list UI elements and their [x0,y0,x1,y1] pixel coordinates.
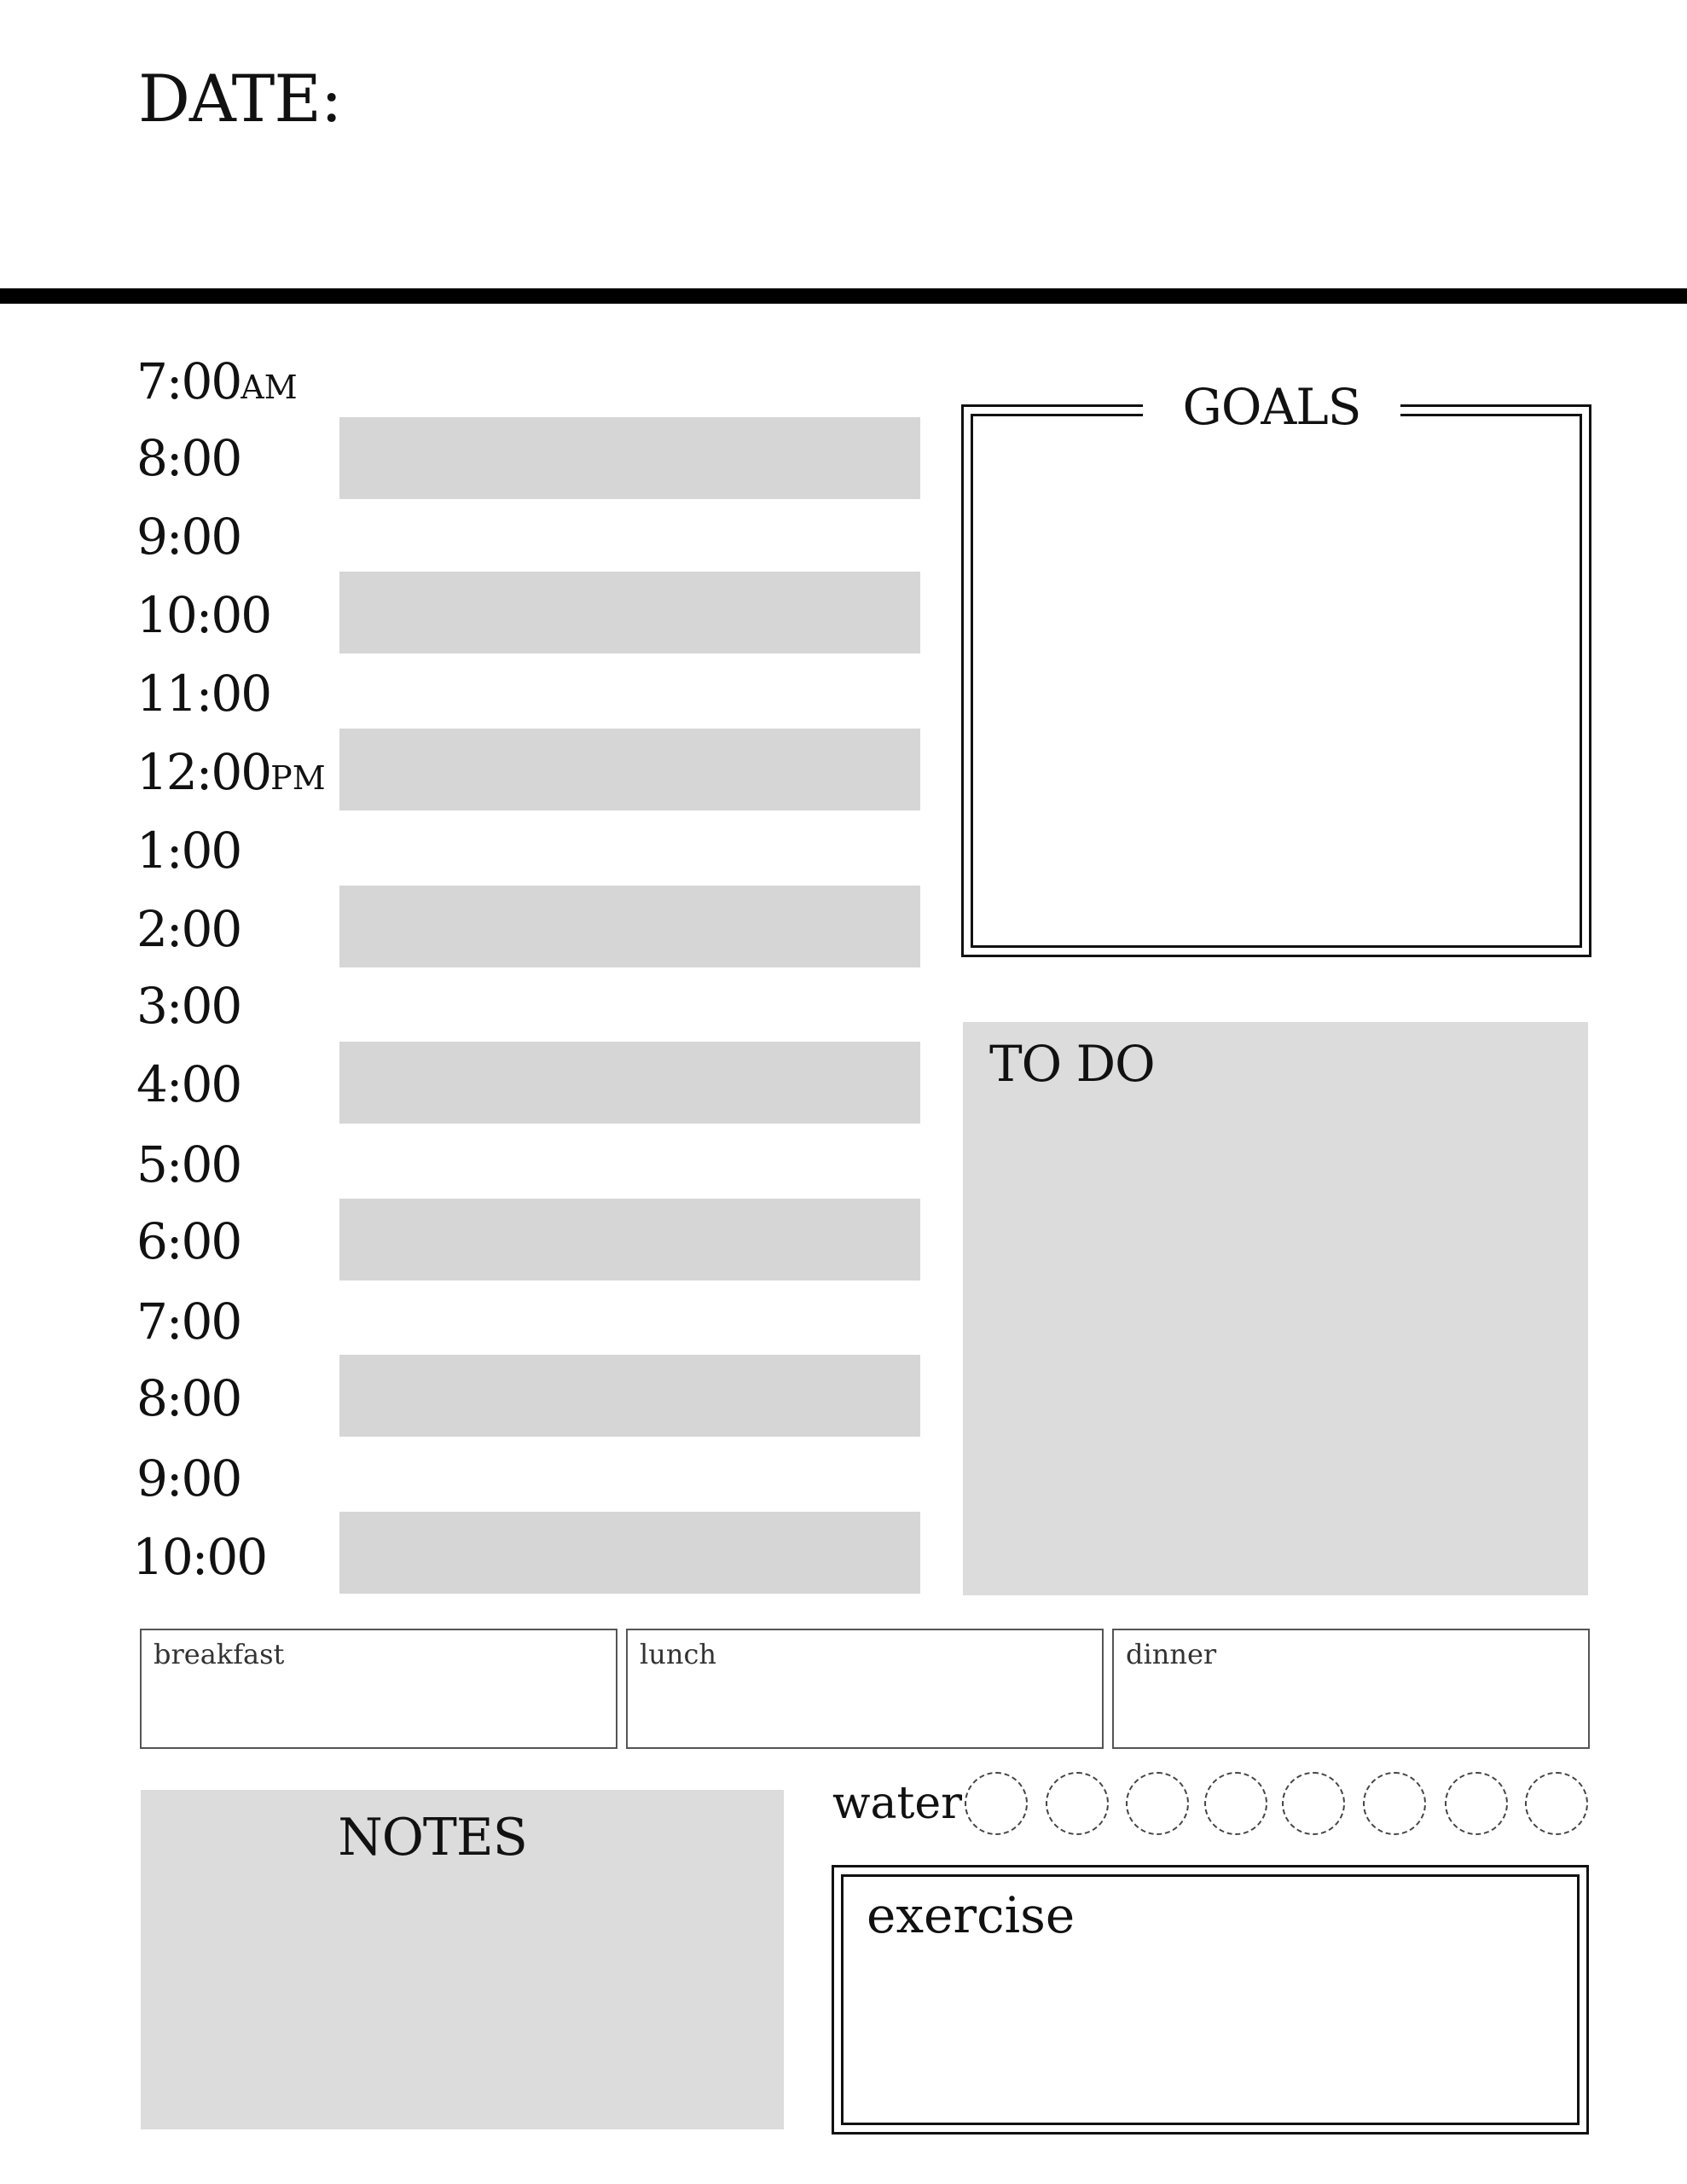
time-label-7pm: 7:00 [136,1292,241,1350]
am-suffix: AM [241,369,298,406]
todo-box[interactable] [963,1022,1588,1595]
time-slot-band[interactable] [339,1199,920,1281]
time-label-9am: 9:00 [136,508,241,566]
time-label-7am: 7:00AM [136,352,298,410]
time-label-3pm: 3:00 [136,977,241,1035]
water-circle-5[interactable] [1282,1772,1345,1835]
dinner-label: dinner [1126,1638,1217,1670]
time-label-12pm: 12:00PM [136,743,326,801]
water-circle-1[interactable] [965,1772,1028,1835]
goals-title-rule-right [1400,414,1580,416]
time-slot-band[interactable] [339,417,920,499]
exercise-label: exercise [867,1886,1075,1944]
water-circle-7[interactable] [1445,1772,1508,1835]
time-label-6pm: 6:00 [136,1212,241,1270]
dinner-box[interactable] [1112,1629,1590,1749]
time-label-2pm: 2:00 [136,900,241,958]
time-slot-band[interactable] [339,1042,920,1124]
time-slot-band[interactable] [339,1512,920,1594]
time-slot-band[interactable] [339,1355,920,1437]
time-label-11am: 11:00 [136,665,271,723]
water-circle-4[interactable] [1204,1772,1267,1835]
time-slot-band[interactable] [339,729,920,810]
time-label-1pm: 1:00 [136,822,241,880]
time-label-9pm: 9:00 [136,1449,241,1507]
goals-title: GOALS [1143,382,1400,432]
date-label: DATE: [138,61,342,136]
time-label-8am: 8:00 [136,429,241,487]
time-label-10am: 10:00 [136,586,271,644]
time-slot-band[interactable] [339,572,920,653]
time-label-4pm: 4:00 [136,1055,241,1113]
water-circle-3[interactable] [1126,1772,1189,1835]
goals-title-rule-left [961,404,1147,407]
breakfast-label: breakfast [154,1638,285,1670]
time-slot-band[interactable] [339,886,920,967]
water-circle-8[interactable] [1525,1772,1588,1835]
lunch-label: lunch [640,1638,716,1670]
time-label-5pm: 5:00 [136,1136,241,1194]
header-divider [0,288,1687,304]
breakfast-box[interactable] [140,1629,617,1749]
water-label: water [832,1778,963,1829]
todo-title: TO DO [989,1035,1155,1093]
water-circle-2[interactable] [1046,1772,1109,1835]
lunch-box[interactable] [626,1629,1104,1749]
water-circle-6[interactable] [1363,1772,1426,1835]
goals-box-inner-border [971,414,1582,948]
goals-title-rule-left [971,414,1147,416]
goals-title-rule-right [1400,404,1589,407]
time-label-10pm: 10:00 [132,1528,267,1586]
pm-suffix: PM [270,759,326,797]
notes-title: NOTES [338,1808,527,1867]
time-label-8pm: 8:00 [136,1369,241,1427]
